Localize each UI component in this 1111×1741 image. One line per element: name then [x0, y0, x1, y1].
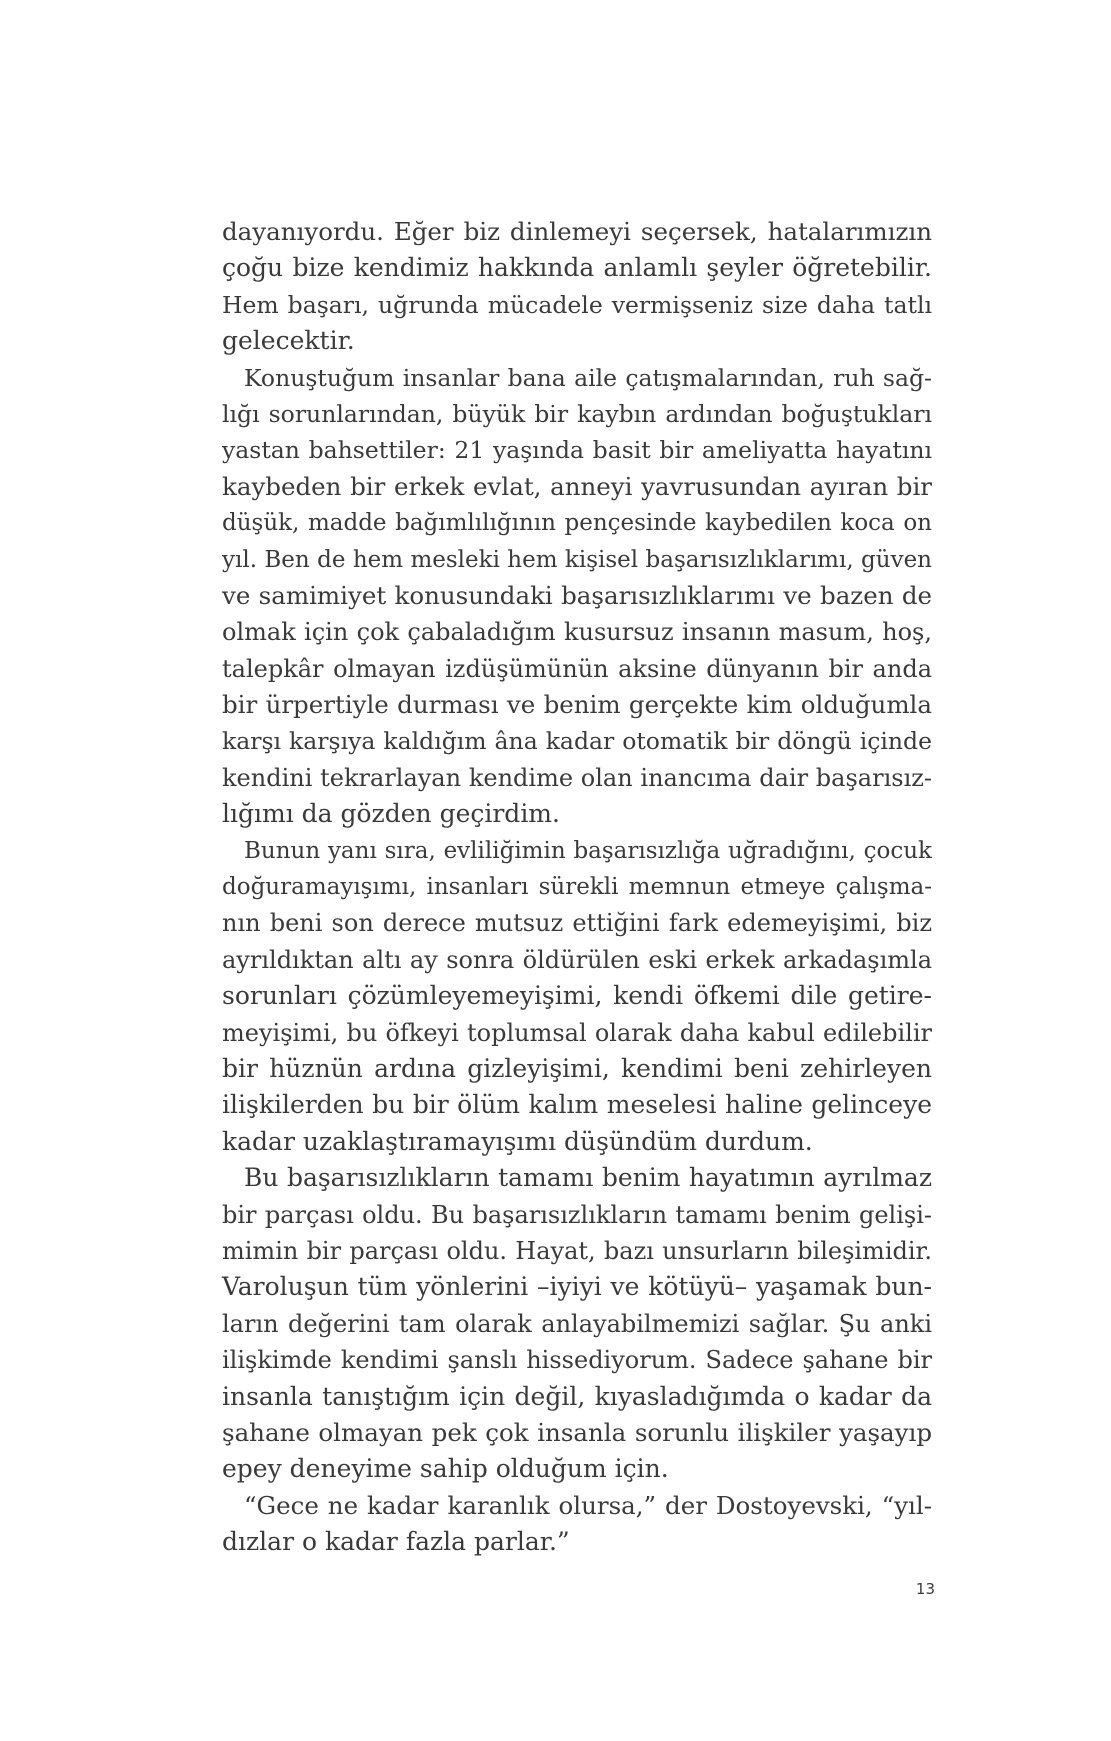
text-line: Konuştuğum insanlar bana aile çatışmalarından, ruh sağ-	[244, 363, 932, 392]
text-line: bir ürpertiyle durması ve benim gerçekte kim olduğumla	[222, 690, 932, 720]
text-line: yıl. Ben de hem mesleki hem kişisel başarısızlıklarımı, güven	[222, 546, 932, 573]
text-line: nın beni son derece mutsuz ettiğini fark edemeyişimi, biz	[222, 909, 932, 938]
text-line: Hem başarı, uğrunda mücadele vermişseniz size daha tatlı	[222, 290, 932, 319]
text-line: gelecektir.	[222, 326, 355, 356]
text-line: ve samimiyet konusundaki başarısızlıklarımı ve bazen de	[222, 580, 932, 610]
text-line: epey deneyime sahip olduğum için.	[222, 1454, 669, 1484]
text-line: “Gece ne kadar karanlık olursa,” der Dostoyevski, “yıl-	[244, 1490, 932, 1520]
text-line: ayrıldıktan altı ay sonra öldürülen eski erkek arkadaşımla	[222, 945, 932, 974]
text-line: ların değerini tam olarak anlayabilmemizi sağlar. Şu anki	[222, 1309, 932, 1338]
text-line: kendini tekrarlayan kendime olan inancıma dair başarısız-	[222, 763, 932, 792]
text-line: mimin bir parçası oldu. Hayat, bazı unsurların bileşimidir.	[222, 1236, 932, 1265]
text-line: çoğu bize kendimiz hakkında anlamlı şeyler öğretebilir.	[222, 253, 932, 283]
text-line: dızlar o kadar fazla parlar.”	[222, 1527, 570, 1557]
text-line: sorunları çözümleyemeyişimi, kendi öfkemi dile getire-	[222, 981, 932, 1011]
text-line: Varoluşun tüm yönlerini –iyiyi ve kötüyü– yaşamak bun-	[222, 1272, 932, 1302]
text-line: düşük, madde bağımlılığının pençesinde kaybedilen koca on	[222, 510, 932, 537]
text-line: kadar uzaklaştıramayışımı düşündüm durdum.	[222, 1126, 813, 1156]
text-line: kaybeden bir erkek evlat, anneyi yavrusundan ayıran bir	[222, 471, 932, 501]
text-line: olmak için çok çabaladığım kusursuz insanın masum, hoş,	[222, 618, 932, 647]
text-line: insanla tanıştığım için değil, kıyasladığımda o kadar da	[222, 1381, 932, 1411]
text-line: bir hüznün ardına gizleyişimi, kendimi beni zehirleyen	[222, 1053, 932, 1083]
text-line: doğuramayışımı, insanları sürekli memnun etmeye çalışma-	[222, 874, 932, 901]
text-line: lığı sorunlarından, büyük bir kaybın ardından boğuştukları	[222, 399, 932, 428]
text-line: talepkâr olmayan izdüşümünün aksine dünyanın bir anda	[222, 654, 932, 683]
text-line: bir parçası oldu. Bu başarısızlıkların tamamı benim gelişi-	[222, 1200, 932, 1229]
text-line: lığımı da gözden geçirdim.	[222, 799, 560, 829]
text-line: Bunun yanı sıra, evliliğimin başarısızlığa uğradığını, çocuk	[244, 837, 932, 864]
page-number: 13	[915, 1580, 935, 1598]
text-line: Bu başarısızlıkların tamamı benim hayatımın ayrılmaz	[244, 1163, 932, 1193]
text-line: karşı karşıya kaldığım âna kadar otomatik bir döngü içinde	[222, 727, 932, 756]
body-text	[222, 214, 932, 1560]
text-line: dayanıyordu. Eğer biz dinlemeyi seçersek, hatalarımızın	[222, 217, 932, 246]
text-line: yastan bahsettiler: 21 yaşında basit bir ameliyatta hayatını	[222, 436, 932, 465]
text-line: ilişkimde kendimi şanslı hissediyorum. Sadece şahane bir	[222, 1346, 932, 1375]
text-line: meyişimi, bu öfkeyi toplumsal olarak daha kabul edilebilir	[222, 1018, 932, 1047]
text-line: ilişkilerden bu bir ölüm kalım meselesi haline gelinceye	[222, 1090, 932, 1120]
text-line: şahane olmayan pek çok insanla sorunlu ilişkiler yaşayıp	[222, 1417, 932, 1447]
